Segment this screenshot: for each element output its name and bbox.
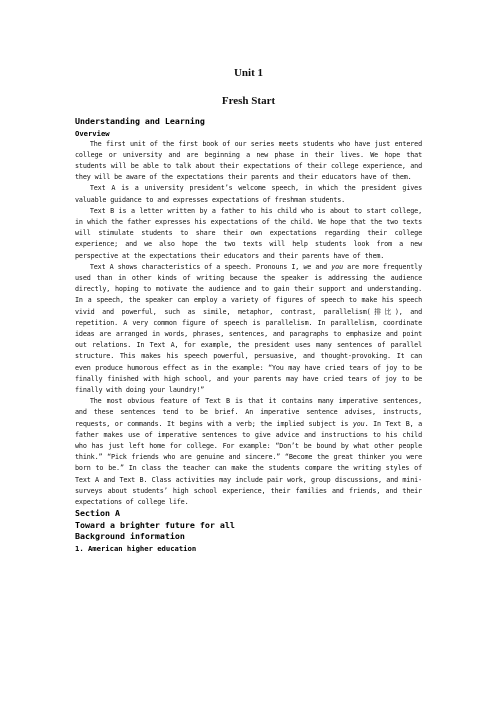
heading-background-information: Background information [75, 531, 185, 542]
paragraph-4-part-b: and [311, 262, 332, 271]
paragraph-2: Text A is a university president’s welcome speech, in which the president gives valuable guidance to and expresses expectations of freshman students. [75, 184, 422, 204]
paragraph-5 [75, 396, 422, 508]
heading-american-higher-education: 1. American higher education [75, 543, 197, 553]
heading-understanding-and-learning: Understanding and Learning [75, 116, 205, 126]
paragraph-5-you: you [352, 419, 365, 428]
heading-section-a: Section A [75, 508, 120, 519]
paragraph-5-part-b: . In Text B, a father makes use of imperative sentences to give advice and instructions to his child who has just left home for college. For example: “Don’t be bound by what other people think.” “Pick friends who are genuine and sincere.” “Become the great thinker you were born to be.” In class the teacher can make the students compare the writing styles of Text A and Text B. Class activities may include pair work, group discussions, and mini-surveys about students’ high school experience, their families and friends, and their expectations of college life. [75, 419, 423, 506]
paragraph-4-we: we [303, 262, 312, 271]
paragraph-4-part-c: are more frequently used than in other kinds of writing because the speaker is addressing the audience directly, hoping to motivate the audience and to gain their support and understanding. In a speech, the speaker can employ a variety of figures of speech to make his speech vivid and powerful, such as simile, metaphor, contrast, parallelism(排比), and repetition. A very common figure of speech is parallelism. In parallelism, coordinate ideas are arranged in words, phrases, sentences, and paragraphs to emphasize and point out relations. In Text A, for example, the president uses many sentences of parallel structure. This makes his speech powerful, persuasive, and thought-provoking. It can even produce humorous effect as in the example: “You may have cried tears of joy to be finally finished with high school, and your parents may have cried tears of joy to be finally with doing your laundry!” [75, 262, 422, 394]
paragraph-4 [75, 262, 422, 396]
lesson-title: Fresh Start [221, 95, 276, 107]
heading-overview: Overview [75, 128, 110, 138]
paragraph-3: Text B is a letter written by a father to his child who is about to start college, in which the father expresses his expectations of the child. We hope that the two texts will stimulate students to share their own expectations regarding their college experience; and we also hope the two texts will help students look from a new perspective at the expectations their educators and their parents have of them. [75, 206, 422, 260]
paragraph-1: The first unit of the first book of our series meets students who have just entered college or university and are beginning a new phase in their lives. We hope that students will be able to talk about their expectations of their college experience, and they will be aware of the expectations their parents and their educators have of them. [75, 139, 422, 182]
paragraph-5-part-a: The most obvious feature of Text B is that it contains many imperative sentences, and these sentences tend to be brief. An imperative sentence advises, instructs, requests, or commands. It begins with a verb; the implied subject is [75, 397, 422, 428]
paragraph-4-part-a: Text A shows characteristics of a speech. Pronouns I, [89, 262, 304, 271]
heading-toward-brighter-future: Toward a brighter future for all [75, 519, 235, 530]
unit-title: Unit 1 [233, 67, 264, 79]
paragraph-4-you: you [331, 262, 343, 271]
